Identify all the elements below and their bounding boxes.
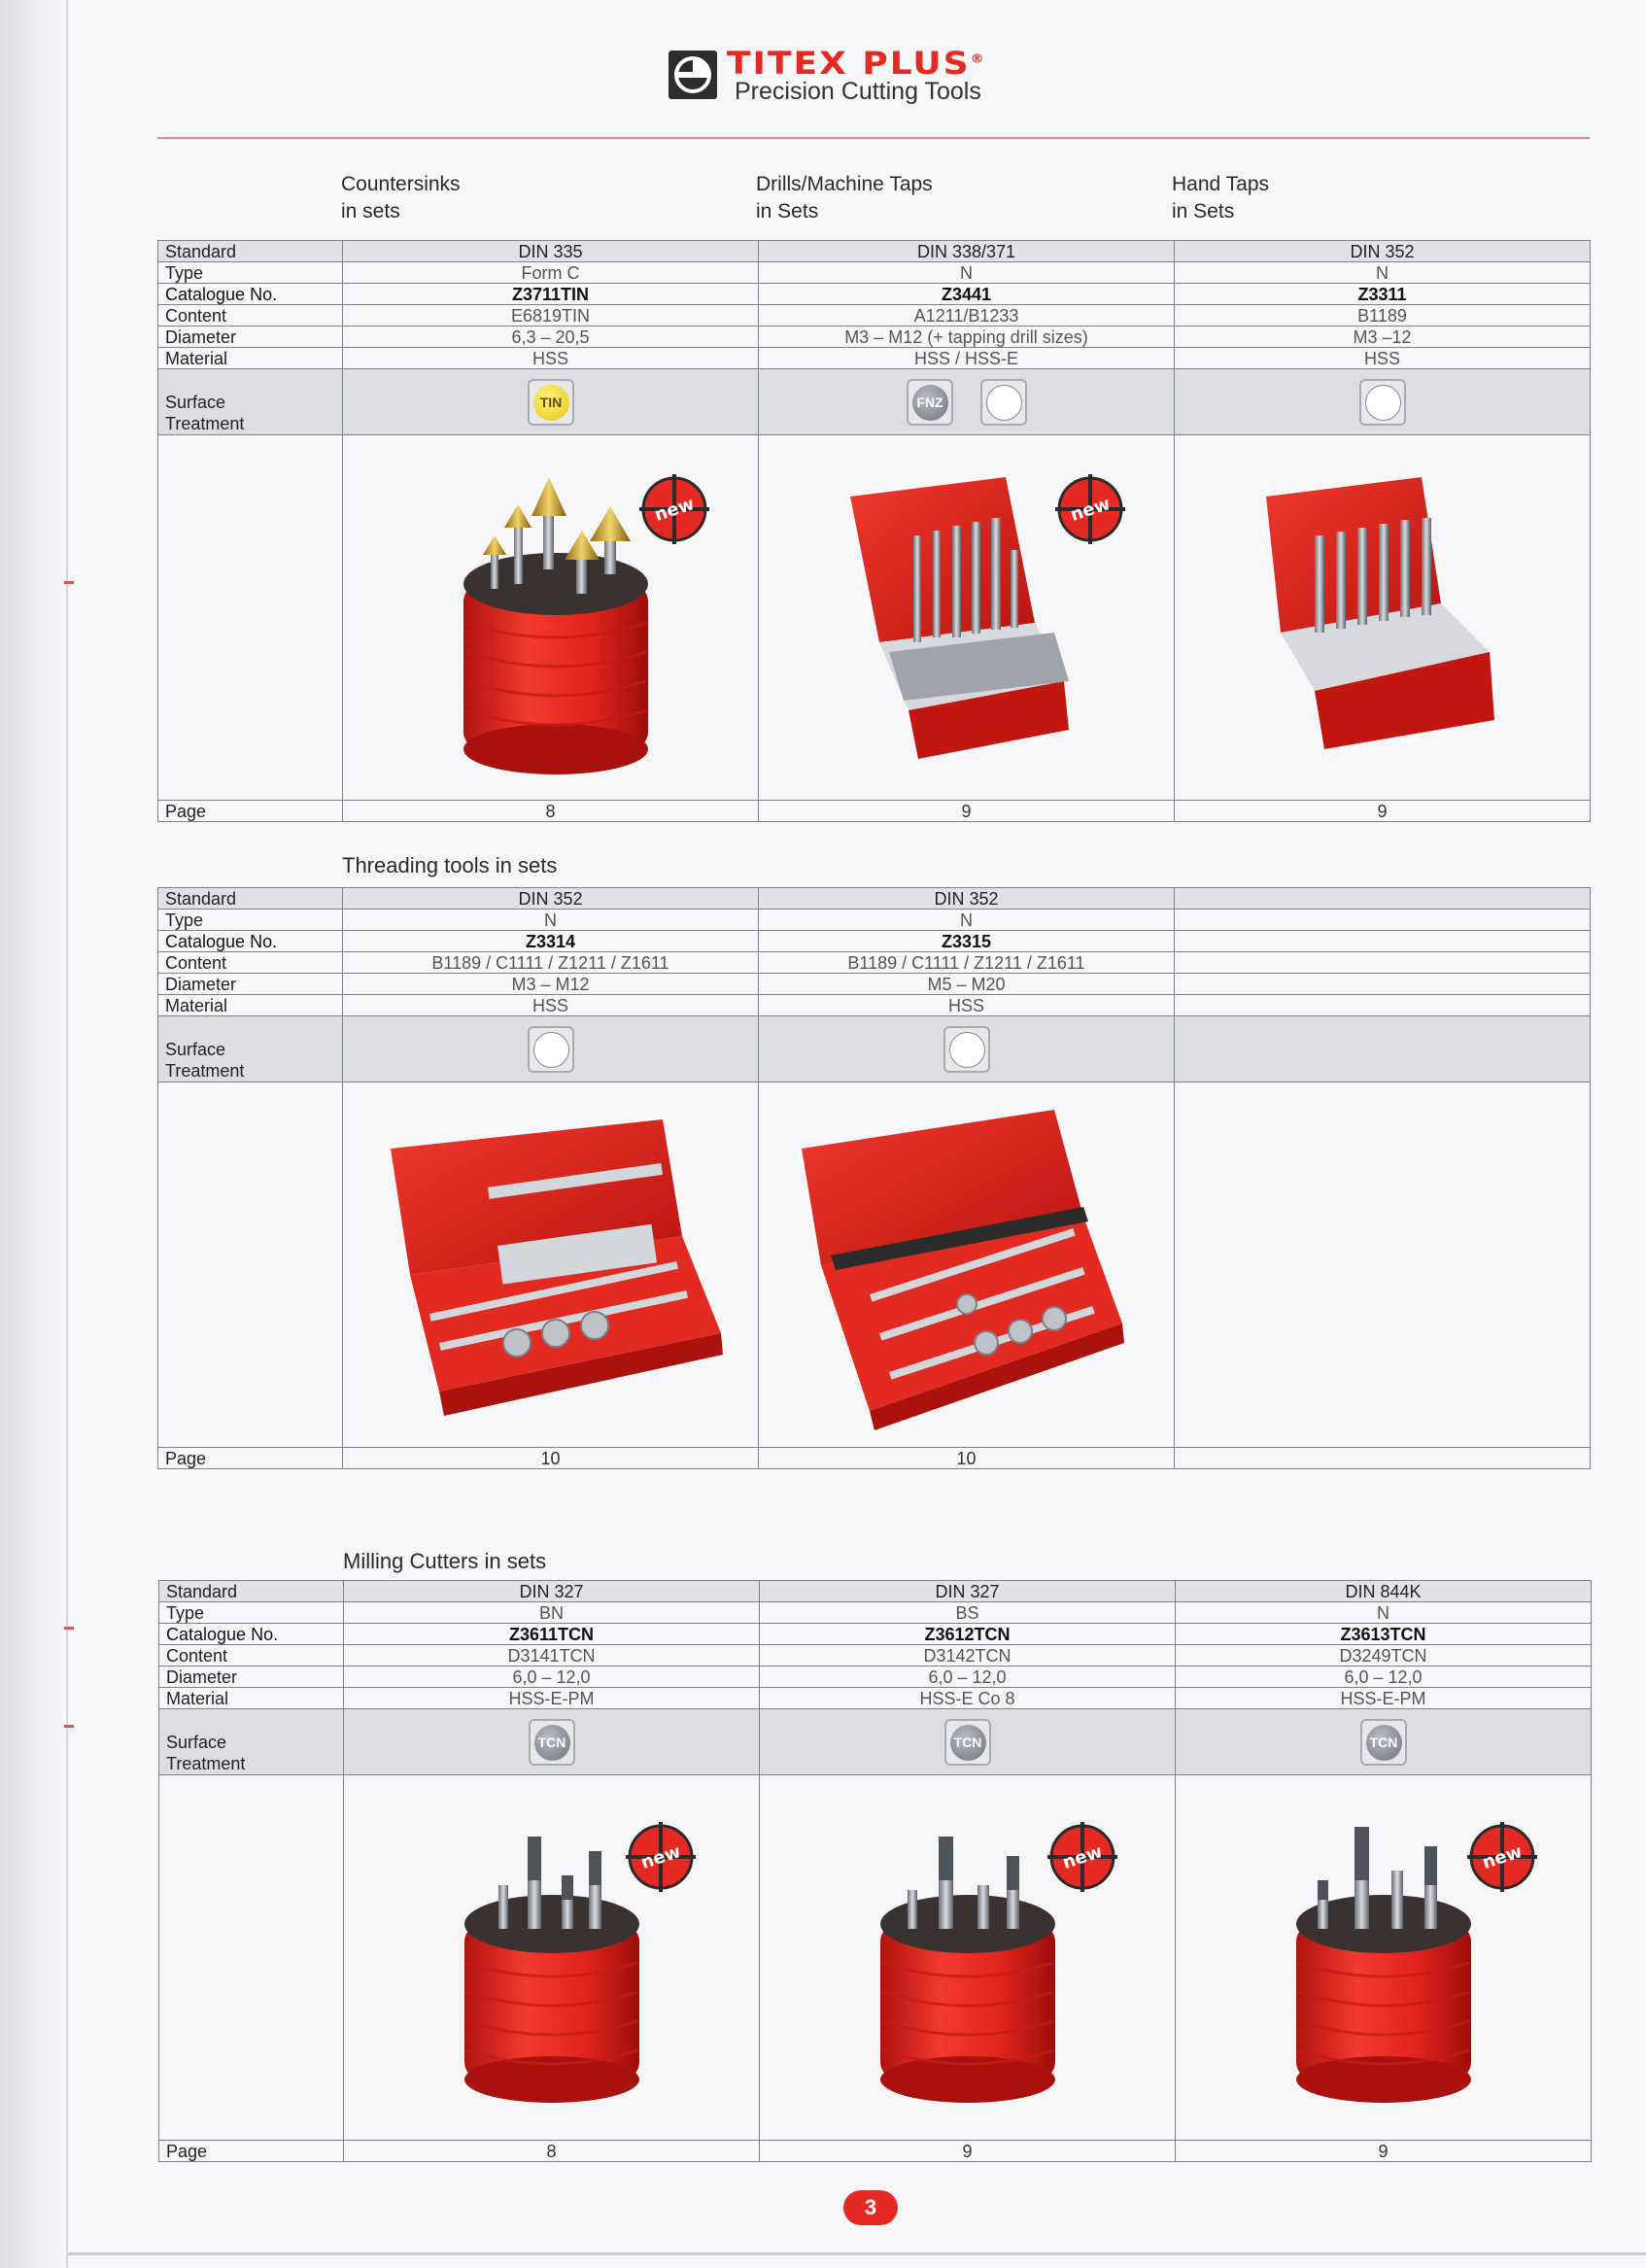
catalogue-value: Z3711TIN (343, 284, 759, 305)
row-diameter (158, 974, 1591, 995)
row-page (158, 801, 1591, 822)
row-type (158, 910, 1591, 931)
svg-text:new: new (638, 1841, 684, 1873)
label-standard: Standard (159, 1581, 344, 1602)
svg-text:new: new (652, 494, 698, 526)
standard-value: DIN 352 (759, 888, 1175, 910)
row-product-images (159, 1775, 1592, 2141)
surface-cell (1176, 1709, 1592, 1775)
content-value: D3249TCN (1176, 1645, 1592, 1667)
material-value: HSS / HSS-E (759, 348, 1175, 369)
brand-tagline: Precision Cutting Tools (735, 78, 981, 105)
label-material: Material (159, 1688, 344, 1709)
row-material (158, 995, 1591, 1016)
type-value: BS (760, 1602, 1176, 1624)
page-value (1175, 1448, 1591, 1469)
section-title-milling: Milling Cutters in sets (343, 1549, 547, 1573)
content-value: D3142TCN (760, 1645, 1176, 1667)
binding-shadow (0, 0, 68, 2268)
column-heading-countersinks: Countersinks in sets (341, 173, 461, 223)
type-value: N (759, 262, 1175, 284)
type-value: N (1175, 262, 1591, 284)
label-page: Page (158, 1448, 343, 1469)
label-standard: Standard (158, 888, 343, 910)
page-bottom-edge (68, 2252, 1646, 2255)
new-badge-icon (626, 1822, 696, 1892)
type-value (1175, 910, 1591, 931)
label-surface: Surface Treatment (158, 369, 343, 435)
row-diameter (159, 1667, 1592, 1688)
product-image-cell-empty (1175, 1082, 1591, 1448)
standard-value: DIN 352 (343, 888, 759, 910)
diameter-value: M3 – M12 (343, 974, 759, 995)
surface-cell (343, 369, 759, 435)
material-value: HSS-E-PM (1176, 1688, 1592, 1709)
surface-cell (760, 1709, 1176, 1775)
page-value: 9 (759, 801, 1175, 822)
row-standard (159, 1581, 1592, 1602)
row-product-images (158, 1082, 1591, 1448)
catalogue-value: Z3315 (759, 931, 1175, 952)
label-catalogue: Catalogue No. (158, 931, 343, 952)
content-value: D3141TCN (344, 1645, 760, 1667)
surface-cell (344, 1709, 760, 1775)
page-value: 9 (760, 2141, 1176, 2162)
column-heading-drills: Drills/Machine Taps in Sets (756, 173, 933, 223)
spec-table-milling (158, 1580, 1592, 2162)
row-catalogue (159, 1624, 1592, 1645)
product-image-cell (760, 1775, 1176, 2141)
standard-value: DIN 338/371 (759, 241, 1175, 262)
surface-cell (759, 1016, 1175, 1082)
label-catalogue: Catalogue No. (158, 284, 343, 305)
material-value: HSS (343, 348, 759, 369)
content-value: E6819TIN (343, 305, 759, 326)
row-content (158, 952, 1591, 974)
material-value: HSS (1175, 348, 1591, 369)
label-diameter: Diameter (159, 1667, 344, 1688)
material-value: HSS-E-PM (344, 1688, 760, 1709)
row-product-images (158, 435, 1591, 801)
row-type (159, 1602, 1592, 1624)
diameter-value: M3 – M12 (+ tapping drill sizes) (759, 326, 1175, 348)
catalogue-value: Z3611TCN (344, 1624, 760, 1645)
threading-set-image-1 (371, 1100, 731, 1430)
uncoated-icon (528, 1026, 574, 1073)
catalogue-value: Z3613TCN (1176, 1624, 1592, 1645)
surface-cell (1175, 369, 1591, 435)
new-badge-icon (1055, 474, 1125, 544)
content-value: A1211/B1233 (759, 305, 1175, 326)
new-badge-icon (1047, 1822, 1117, 1892)
tin-coating-icon: TIN (528, 379, 574, 426)
product-image-cell (1176, 1775, 1592, 2141)
diameter-value: M3 –12 (1175, 326, 1591, 348)
label-type: Type (159, 1602, 344, 1624)
row-page (159, 2141, 1592, 2162)
content-value: B1189 / C1111 / Z1211 / Z1611 (759, 952, 1175, 974)
material-value: HSS (759, 995, 1175, 1016)
product-image-cell (759, 435, 1175, 801)
diameter-value: M5 – M20 (759, 974, 1175, 995)
row-type (158, 262, 1591, 284)
spec-table-threading (157, 887, 1591, 1469)
standard-value (1175, 888, 1591, 910)
standard-value: DIN 352 (1175, 241, 1591, 262)
page-value: 9 (1176, 2141, 1592, 2162)
label-diameter: Diameter (158, 326, 343, 348)
catalogue-value: Z3314 (343, 931, 759, 952)
uncoated-icon (1359, 379, 1406, 426)
type-value: N (759, 910, 1175, 931)
type-value: N (343, 910, 759, 931)
label-diameter: Diameter (158, 974, 343, 995)
uncoated-icon (980, 379, 1027, 426)
product-image-cell (343, 1082, 759, 1448)
row-standard (158, 241, 1591, 262)
label-material: Material (158, 995, 343, 1016)
titex-logo-icon (669, 51, 717, 99)
svg-text:new: new (1060, 1841, 1106, 1873)
staple-mark (64, 581, 74, 584)
catalogue-value: Z3612TCN (760, 1624, 1176, 1645)
row-catalogue (158, 284, 1591, 305)
content-value: B1189 / C1111 / Z1211 / Z1611 (343, 952, 759, 974)
catalogue-value (1175, 931, 1591, 952)
page-value: 10 (343, 1448, 759, 1469)
product-image-cell (759, 1082, 1175, 1448)
spec-table-sets-1 (157, 240, 1591, 822)
type-value: N (1176, 1602, 1592, 1624)
label-standard: Standard (158, 241, 343, 262)
row-surface (158, 369, 1591, 435)
label-page: Page (159, 2141, 344, 2162)
page-value: 10 (759, 1448, 1175, 1469)
row-surface (158, 1016, 1591, 1082)
tcn-coating-icon: TCN (1360, 1719, 1407, 1766)
row-material (159, 1688, 1592, 1709)
row-content (158, 305, 1591, 326)
type-value: Form C (343, 262, 759, 284)
row-page (158, 1448, 1591, 1469)
standard-value: DIN 327 (344, 1581, 760, 1602)
surface-cell (343, 1016, 759, 1082)
uncoated-icon (943, 1026, 990, 1073)
page-value: 9 (1175, 801, 1591, 822)
material-value: HSS-E Co 8 (760, 1688, 1176, 1709)
label-surface: Surface Treatment (158, 1016, 343, 1082)
binding-edge (66, 0, 68, 2268)
product-image-cell (1175, 435, 1591, 801)
row-surface (159, 1709, 1592, 1775)
page-value: 8 (344, 2141, 760, 2162)
label-content: Content (158, 305, 343, 326)
label-type: Type (158, 910, 343, 931)
brand-name: TITEX PLUS® (727, 47, 986, 83)
diameter-value: 6,0 – 12,0 (760, 1667, 1176, 1688)
standard-value: DIN 327 (760, 1581, 1176, 1602)
fnz-coating-icon: FNZ (907, 379, 953, 426)
brand-logo (669, 49, 1096, 107)
surface-cell (1175, 1016, 1591, 1082)
hand-tap-set-image (1227, 458, 1538, 778)
row-material (158, 348, 1591, 369)
svg-text:new: new (1480, 1841, 1526, 1873)
row-catalogue (158, 931, 1591, 952)
staple-mark (64, 1725, 74, 1728)
section-title-threading: Threading tools in sets (342, 853, 558, 877)
label-catalogue: Catalogue No. (159, 1624, 344, 1645)
diameter-value: 6,0 – 12,0 (344, 1667, 760, 1688)
diameter-value (1175, 974, 1591, 995)
content-value: B1189 (1175, 305, 1591, 326)
row-diameter (158, 326, 1591, 348)
staple-mark (64, 1627, 74, 1630)
catalogue-value: Z3311 (1175, 284, 1591, 305)
catalogue-value: Z3441 (759, 284, 1175, 305)
column-heading-hand-taps: Hand Taps in Sets (1172, 173, 1270, 223)
standard-value: DIN 844K (1176, 1581, 1592, 1602)
content-value (1175, 952, 1591, 974)
label-content: Content (158, 952, 343, 974)
material-value (1175, 995, 1591, 1016)
page-number-badge: 3 (843, 2190, 898, 2225)
diameter-value: 6,0 – 12,0 (1176, 1667, 1592, 1688)
threading-set-image-2 (792, 1100, 1142, 1430)
label-surface: Surface Treatment (159, 1709, 344, 1775)
type-value: BN (344, 1602, 760, 1624)
product-image-cell (343, 435, 759, 801)
tcn-coating-icon: TCN (529, 1719, 575, 1766)
surface-cell (759, 369, 1175, 435)
tcn-coating-icon: TCN (944, 1719, 991, 1766)
material-value: HSS (343, 995, 759, 1016)
diameter-value: 6,3 – 20,5 (343, 326, 759, 348)
new-badge-icon (639, 474, 709, 544)
new-badge-icon (1467, 1822, 1537, 1892)
product-image-cell (344, 1775, 760, 2141)
row-content (159, 1645, 1592, 1667)
label-material: Material (158, 348, 343, 369)
page-value: 8 (343, 801, 759, 822)
row-standard (158, 888, 1591, 910)
label-page: Page (158, 801, 343, 822)
label-type: Type (158, 262, 343, 284)
label-content: Content (159, 1645, 344, 1667)
header-divider (157, 137, 1590, 139)
svg-text:new: new (1068, 494, 1114, 526)
standard-value: DIN 335 (343, 241, 759, 262)
